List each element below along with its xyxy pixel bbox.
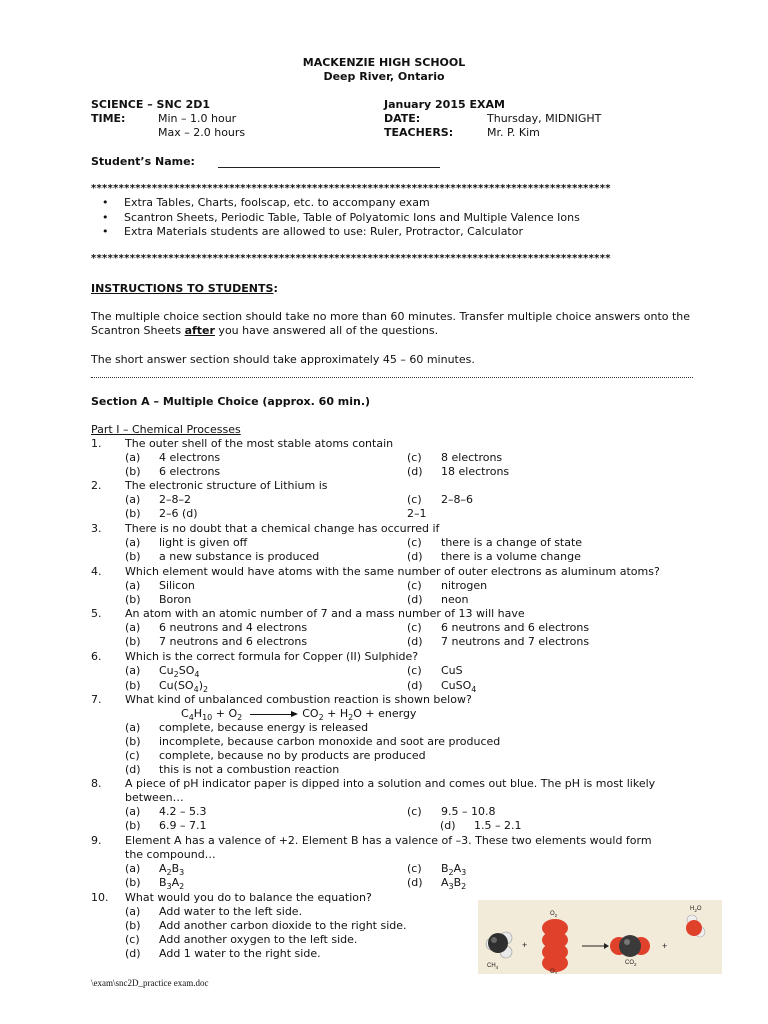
option-c: (c) complete, because no by products are produced [125,749,426,762]
time-min: Min – 1.0 hour [158,112,237,125]
exam-session: January 2015 EXAM [384,98,505,111]
molecule-diagram [478,900,722,974]
date-label: DATE: [384,112,421,125]
divider-stars-bottom: ********************************************************************************************** [91,253,611,264]
question-text: The outer shell of the most stable atoms contain [125,437,394,450]
materials-list [100,196,580,240]
option-c: (c) 8 electrons [407,451,503,464]
question-number: 1. [91,437,102,450]
teachers-value: Mr. P. Kim [487,126,540,139]
question-number: 6. [91,650,102,663]
option-c: (c) CuS [407,664,463,677]
option-b: (b) 7 neutrons and 6 electrons [125,635,308,648]
question-text: What kind of unbalanced combustion reaction is shown below? [125,693,472,706]
question-text: Which is the correct formula for Copper (II) Sulphide? [125,650,419,663]
time-max: Max – 2.0 hours [158,126,246,139]
option-c: (c) $B_2A_3$ [407,862,467,878]
option-c: (c) Add another oxygen to the left side. [125,933,358,946]
svg-text:CO2: $CO_2$ [625,960,637,967]
option-b: (b) Add another carbon dioxide to the right side. [125,919,407,932]
svg-text:CH4: $CH_4$ [487,963,499,970]
student-name-line [218,167,440,168]
question-text: The electronic structure of Lithium is [125,479,328,492]
option-b: (b) incomplete, because carbon monoxide and soot are produced [125,735,501,748]
question-number: 4. [91,565,102,578]
course-code: SCIENCE – SNC 2D1 [91,98,211,111]
question-text: A piece of pH indicator paper is dipped into a solution and comes out blue. The pH is most likely [125,777,656,790]
option-d: (d) 7 neutrons and 7 electrons [407,635,590,648]
combustion-equation: $C_4H_{10} + O_2$ $CO_2 + H_2O$ + energy [181,707,417,723]
option-a: (a) 4.2 – 5.3 [125,805,207,818]
student-name-label: Student’s Name: [91,155,195,168]
option-d: 2–1 [407,507,427,520]
question-text: What would you do to balance the equation? [125,891,372,904]
svg-text:H2O: $H_2O$ [690,906,702,913]
question-text: An atom with an atomic number of 7 and a mass number of 13 will have [125,607,525,620]
oxygen-molecule-bottom [542,943,568,972]
option-a: (a) 6 neutrons and 4 electrons [125,621,308,634]
option-d: (d) there is a volume change [407,550,581,563]
instructions-paragraph-1: The multiple choice section should take no more than 60 minutes. Transfer multiple choice answers onto the Scantron Sheets after you have answered all of the questions. [91,310,691,337]
reaction-arrow-icon [250,714,296,715]
time-label: TIME: [91,112,126,125]
list-item: • Extra Tables, Charts, foolscap, etc. to accompany exam [100,196,580,211]
question-number: 3. [91,522,102,535]
question-text: There is no doubt that a chemical change has occurred if [125,522,440,535]
question-number: 5. [91,607,102,620]
option-d: (d) this is not a combustion reaction [125,763,340,776]
option-c: (c) 2–8–6 [407,493,473,506]
reaction-molecules [478,900,722,974]
option-d: (d) Add 1 water to the right side. [125,947,321,960]
teachers-label: TEACHERS: [384,126,454,139]
option-b: (b) 6 electrons [125,465,221,478]
option-a: (a) light is given off [125,536,248,549]
option-a: (a) Silicon [125,579,195,592]
instructions-heading: INSTRUCTIONS TO STUDENTS: [91,282,278,295]
option-d: (d) CuSO$_4$ [407,679,477,695]
option-d: (d) 1.5 – 2.1 [440,819,522,832]
question-text-continued: the compound… [125,848,216,861]
option-a: (a) 4 electrons [125,451,221,464]
school-location: Deep River, Ontario [323,70,445,83]
svg-text:+: + [522,940,528,950]
option-b: (b) a new substance is produced [125,550,320,563]
option-c: (c) 6 neutrons and 6 electrons [407,621,590,634]
question-text: Element A has a valence of +2. Element B has a valence of –3. These two elements would form [125,834,652,847]
option-b: (b) 2–6 (d) [125,507,198,520]
instructions-paragraph-2: The short answer section should take approximately 45 – 60 minutes. [91,353,475,366]
list-item: • Extra Materials students are allowed to use: Ruler, Protractor, Calculator [100,225,580,240]
option-b: (b) 6.9 – 7.1 [125,819,207,832]
option-b: (b) $B_3A_2$ [125,876,185,892]
option-d: (d) neon [407,593,469,606]
option-a: (a) 2–8–2 [125,493,191,506]
option-a: (a) $A_2B_3$ [125,862,185,878]
list-item: • Scantron Sheets, Periodic Table, Table of Polyatomic Ions and Multiple Valence Ions [100,211,580,226]
question-number: 7. [91,693,102,706]
option-a: (a) complete, because energy is released [125,721,369,734]
option-c: (c) there is a change of state [407,536,583,549]
svg-text:O2: $O_2$ [550,911,558,918]
option-a: (a) Add water to the left side. [125,905,303,918]
dotted-divider [91,377,693,378]
divider-stars-top: ********************************************************************************************** [91,183,611,194]
option-b: (b) Boron [125,593,192,606]
carbon-dioxide-molecule [610,935,650,957]
water-molecule [686,915,705,937]
option-c: (c) nitrogen [407,579,488,592]
date-value: Thursday, MIDNIGHT [487,112,602,125]
methane-molecule [486,932,512,958]
option-d: (d) 18 electrons [407,465,510,478]
question-text: Which element would have atoms with the same number of outer electrons as aluminum atoms? [125,565,660,578]
section-title: Section A – Multiple Choice (approx. 60 min.) [91,395,371,408]
question-number: 10. [91,891,109,904]
option-a: (a) $Cu_2SO_4$ [125,664,200,680]
school-name: MACKENZIE HIGH SCHOOL [302,56,466,69]
option-c: (c) 9.5 – 10.8 [407,805,496,818]
option-d: (d) $A_3B_2$ [407,876,467,892]
question-text-continued: between… [125,791,184,804]
svg-text:+: + [662,941,668,951]
question-number: 2. [91,479,102,492]
question-number: 9. [91,834,102,847]
option-b: (b) $Cu(SO_4)_2$ [125,679,209,695]
part-title: Part I – Chemical Processes [91,423,241,436]
question-number: 8. [91,777,102,790]
svg-text:O2: $O_2$ [550,969,558,974]
file-path-footer: \exam\snc2D_practice exam.doc [91,978,209,988]
